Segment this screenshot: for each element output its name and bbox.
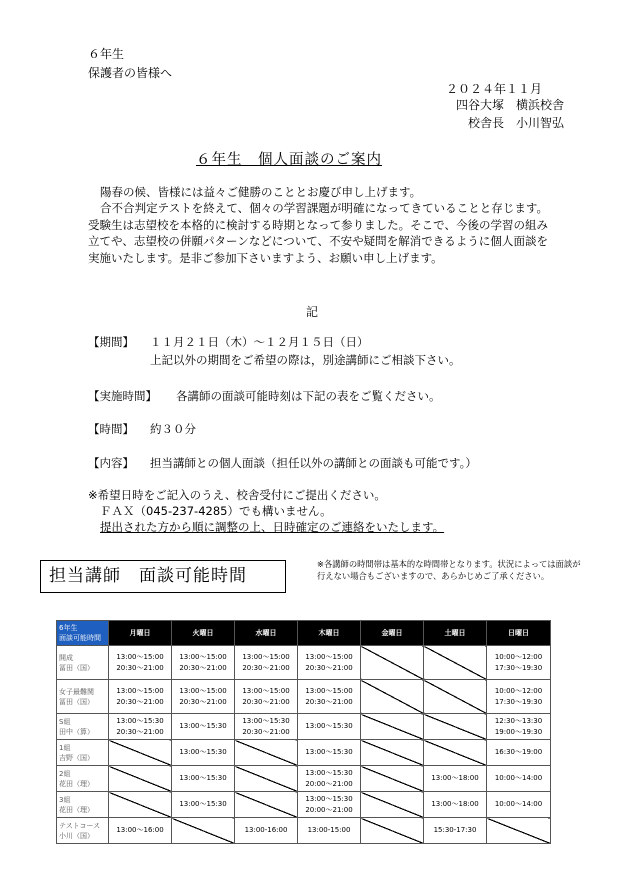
unavailable-cell xyxy=(235,792,298,818)
time-slot: 20:30～21:00 xyxy=(305,663,353,672)
addressee: 保護者の皆様へ xyxy=(88,66,173,80)
time-slot-cell xyxy=(172,646,235,680)
page-title: ６年生 個人面談のご案内 xyxy=(196,152,382,168)
hours-label: 【実施時間】 xyxy=(88,389,157,403)
time-slot: 13:00～15:30 xyxy=(179,748,227,756)
ki-mark: 記 xyxy=(306,305,319,319)
time-slot-cell xyxy=(235,646,298,680)
principal-name: 校舎長 小川智弘 xyxy=(467,116,564,130)
request-line-1: ※希望日時をご記入のうえ、校舎受付にご提出ください。 xyxy=(88,488,386,502)
time-slot-cell xyxy=(298,766,361,792)
time-slot-cell xyxy=(487,714,551,740)
school-name: 四谷大塚 横浜校舎 xyxy=(455,98,564,112)
unavailable-cell xyxy=(109,740,172,766)
time-slot-cell xyxy=(424,766,487,792)
time-slot: 13:00～15:00 xyxy=(242,686,290,695)
time-slot: 16:30～19:00 xyxy=(494,748,543,756)
teacher-label xyxy=(57,680,109,714)
purpose-paragraph: 合不合判定テストを終えて、個々の学習課題が明確になってきていることと存じます。受験生は志望校を本格的に検討する時期となって参りました。そこで、今後の学習の組み立てや、志望校の併願パターンなどについて、不安や疑問を解消できるように個人面談を実施いたします。是非ご参加下さいますよう、お願い申し上げます。 xyxy=(88,201,548,265)
teacher-name: 小川（国） xyxy=(59,831,94,840)
time-slot: 10:00～12:00 xyxy=(494,686,543,695)
time-slot: 20:30～21:00 xyxy=(305,697,353,706)
class-name: S組 xyxy=(59,717,71,726)
request-line-2: ＦＡＸ（045-237-4285）でも構いません。 xyxy=(100,504,332,518)
teacher-name: 花田（理） xyxy=(59,779,94,788)
table-row xyxy=(57,792,551,818)
time-slot: 13:00～15:30 xyxy=(179,722,227,730)
time-slot-cell xyxy=(487,740,551,766)
time-slot-cell xyxy=(487,766,551,792)
unavailable-cell xyxy=(361,646,424,680)
time-slot-cell xyxy=(172,740,235,766)
grade-label: ６年生 xyxy=(88,47,125,61)
period-note: 上記以外の期間をご希望の際は，別途講師にご相談下さい。 xyxy=(150,353,461,367)
corner-line-1: 6年生 xyxy=(59,624,78,632)
time-slot: 13:00～15:30 xyxy=(242,716,290,725)
time-slot: 20:30～21:00 xyxy=(116,727,164,736)
time-slot-cell xyxy=(487,680,551,714)
time-slot-cell xyxy=(424,792,487,818)
teacher-label xyxy=(57,792,109,818)
schedule-table xyxy=(56,620,551,844)
table-row xyxy=(57,680,551,714)
day-header-wed: 水曜日 xyxy=(235,621,298,646)
time-slot: 17:30～19:30 xyxy=(494,697,543,706)
time-slot-cell xyxy=(298,740,361,766)
time-slot: 20:30～21:00 xyxy=(242,727,290,736)
time-slot: 20:00～21:00 xyxy=(305,779,353,788)
time-slot: 10:00～12:00 xyxy=(494,652,543,661)
time-slot: 13:00～15:00 xyxy=(116,686,164,695)
time-slot-cell xyxy=(172,680,235,714)
time-slot: 20:30～21:00 xyxy=(116,697,164,706)
time-slot-cell xyxy=(109,714,172,740)
class-name: 1組 xyxy=(59,743,71,752)
time-slot-cell xyxy=(172,792,235,818)
time-value: 約３０分 xyxy=(150,422,196,436)
time-slot: 10:00～14:00 xyxy=(494,774,543,782)
time-slot: 20:30～21:00 xyxy=(242,697,290,706)
teacher-name: 冨田（国） xyxy=(59,697,94,706)
time-slot-cell xyxy=(298,818,361,844)
time-slot: 19:00～19:30 xyxy=(494,727,543,736)
class-name: テストコース xyxy=(59,821,101,830)
schedule-note: ※各講師の時間帯は基本的な時間帯となります。状況によっては面談が行えない場合もございますので、あらかじめご了承ください。 xyxy=(317,559,581,581)
time-slot-cell xyxy=(172,766,235,792)
teacher-name: 花田（理） xyxy=(59,805,94,814)
request-line-3: 提出された方から順に調整の上、日時確定のご連絡をいたします。 xyxy=(100,520,445,534)
time-slot-cell xyxy=(109,646,172,680)
time-slot-cell xyxy=(298,646,361,680)
time-slot: 13:00～15:30 xyxy=(305,748,353,756)
time-slot: 13:00～15:30 xyxy=(179,800,227,808)
time-slot: 13:00～15:30 xyxy=(179,774,227,782)
unavailable-cell xyxy=(424,740,487,766)
day-header-fri: 金曜日 xyxy=(361,621,424,646)
time-slot: 13:00～15:00 xyxy=(116,652,164,661)
hours-value: 各講師の面談可能時刻は下記の表をご覧ください。 xyxy=(176,389,441,403)
teacher-name: 冨田（国） xyxy=(59,663,94,672)
teacher-name: 田中（算） xyxy=(59,727,94,736)
class-name: 女子最難関 xyxy=(59,687,94,696)
table-corner xyxy=(57,621,109,646)
time-slot: 13:00-16:00 xyxy=(244,826,288,834)
day-header-sat: 土曜日 xyxy=(424,621,487,646)
time-slot: 13:00～18:00 xyxy=(431,800,479,808)
corner-line-2: 面談可能時間 xyxy=(59,634,101,642)
issue-date: ２０２４年１１月 xyxy=(445,82,542,96)
time-slot: 20:30～21:00 xyxy=(242,663,290,672)
table-row xyxy=(57,766,551,792)
teacher-label xyxy=(57,714,109,740)
table-row xyxy=(57,646,551,680)
table-row xyxy=(57,714,551,740)
unavailable-cell xyxy=(235,740,298,766)
unavailable-cell xyxy=(361,792,424,818)
greeting-paragraph: 陽春の候、皆様には益々ご健勝のこととお慶び申し上げます。 xyxy=(100,185,422,199)
time-slot-cell xyxy=(424,818,487,844)
time-slot: 13:00～15:30 xyxy=(116,716,164,725)
time-slot: 17:30～19:30 xyxy=(494,663,543,672)
time-slot-cell xyxy=(109,818,172,844)
day-header-thu: 木曜日 xyxy=(298,621,361,646)
teacher-label xyxy=(57,818,109,844)
day-header-sun: 日曜日 xyxy=(487,621,551,646)
time-slot: 13:00～15:30 xyxy=(305,722,353,730)
time-slot: 13:00～15:00 xyxy=(242,652,290,661)
content-value: 担当講師との個人面談（担任以外の講師との面談も可能です。） xyxy=(150,456,477,470)
time-slot: 15:30-17:30 xyxy=(433,826,477,834)
time-label: 【時間】 xyxy=(88,422,134,436)
content-label: 【内容】 xyxy=(88,456,134,470)
class-name: 2組 xyxy=(59,769,71,778)
table-header-row xyxy=(57,621,551,646)
unavailable-cell xyxy=(361,680,424,714)
time-slot-cell xyxy=(298,714,361,740)
time-slot: 13:00～18:00 xyxy=(431,774,479,782)
time-slot: 13:00～15:30 xyxy=(305,794,353,803)
time-slot-cell xyxy=(298,680,361,714)
unavailable-cell xyxy=(424,646,487,680)
time-slot-cell xyxy=(235,818,298,844)
time-slot: 13:00-15:00 xyxy=(307,826,351,834)
teacher-name: 吉野（国） xyxy=(59,753,94,762)
time-slot-cell xyxy=(235,714,298,740)
time-slot: 20:00～21:00 xyxy=(305,805,353,814)
unavailable-cell xyxy=(361,818,424,844)
unavailable-cell xyxy=(361,740,424,766)
unavailable-cell xyxy=(487,818,551,844)
teacher-label xyxy=(57,740,109,766)
day-header-tue: 火曜日 xyxy=(172,621,235,646)
time-slot: 20:30～21:00 xyxy=(179,663,227,672)
schedule-section-title: 担当講師 面談可能時間 xyxy=(40,560,286,593)
time-slot: 13:00～15:30 xyxy=(305,768,353,777)
class-name: 3組 xyxy=(59,795,71,804)
time-slot: 13:00～16:00 xyxy=(116,826,164,834)
time-slot: 13:00～15:00 xyxy=(305,686,353,695)
time-slot: 13:00～15:00 xyxy=(179,686,227,695)
table-row xyxy=(57,818,551,844)
unavailable-cell xyxy=(109,792,172,818)
unavailable-cell xyxy=(424,680,487,714)
time-slot-cell xyxy=(487,792,551,818)
day-header-mon: 月曜日 xyxy=(109,621,172,646)
unavailable-cell xyxy=(361,714,424,740)
unavailable-cell xyxy=(109,766,172,792)
period-label: 【期間】 xyxy=(88,335,134,349)
unavailable-cell xyxy=(172,818,235,844)
time-slot: 20:30～21:00 xyxy=(179,697,227,706)
time-slot: 13:00～15:00 xyxy=(305,652,353,661)
time-slot: 10:00～14:00 xyxy=(494,800,543,808)
time-slot-cell xyxy=(298,792,361,818)
time-slot: 13:00～15:00 xyxy=(179,652,227,661)
period-value: １１月２１日（木）～１２月１５日（日） xyxy=(150,335,369,349)
teacher-label xyxy=(57,766,109,792)
table-row xyxy=(57,740,551,766)
time-slot-cell xyxy=(172,714,235,740)
time-slot: 12:30～13:30 xyxy=(494,716,543,725)
unavailable-cell xyxy=(424,714,487,740)
time-slot-cell xyxy=(109,680,172,714)
unavailable-cell xyxy=(235,766,298,792)
time-slot-cell xyxy=(487,646,551,680)
time-slot-cell xyxy=(235,680,298,714)
class-name: 開成 xyxy=(59,653,73,662)
time-slot: 20:30～21:00 xyxy=(116,663,164,672)
unavailable-cell xyxy=(361,766,424,792)
teacher-label xyxy=(57,646,109,680)
